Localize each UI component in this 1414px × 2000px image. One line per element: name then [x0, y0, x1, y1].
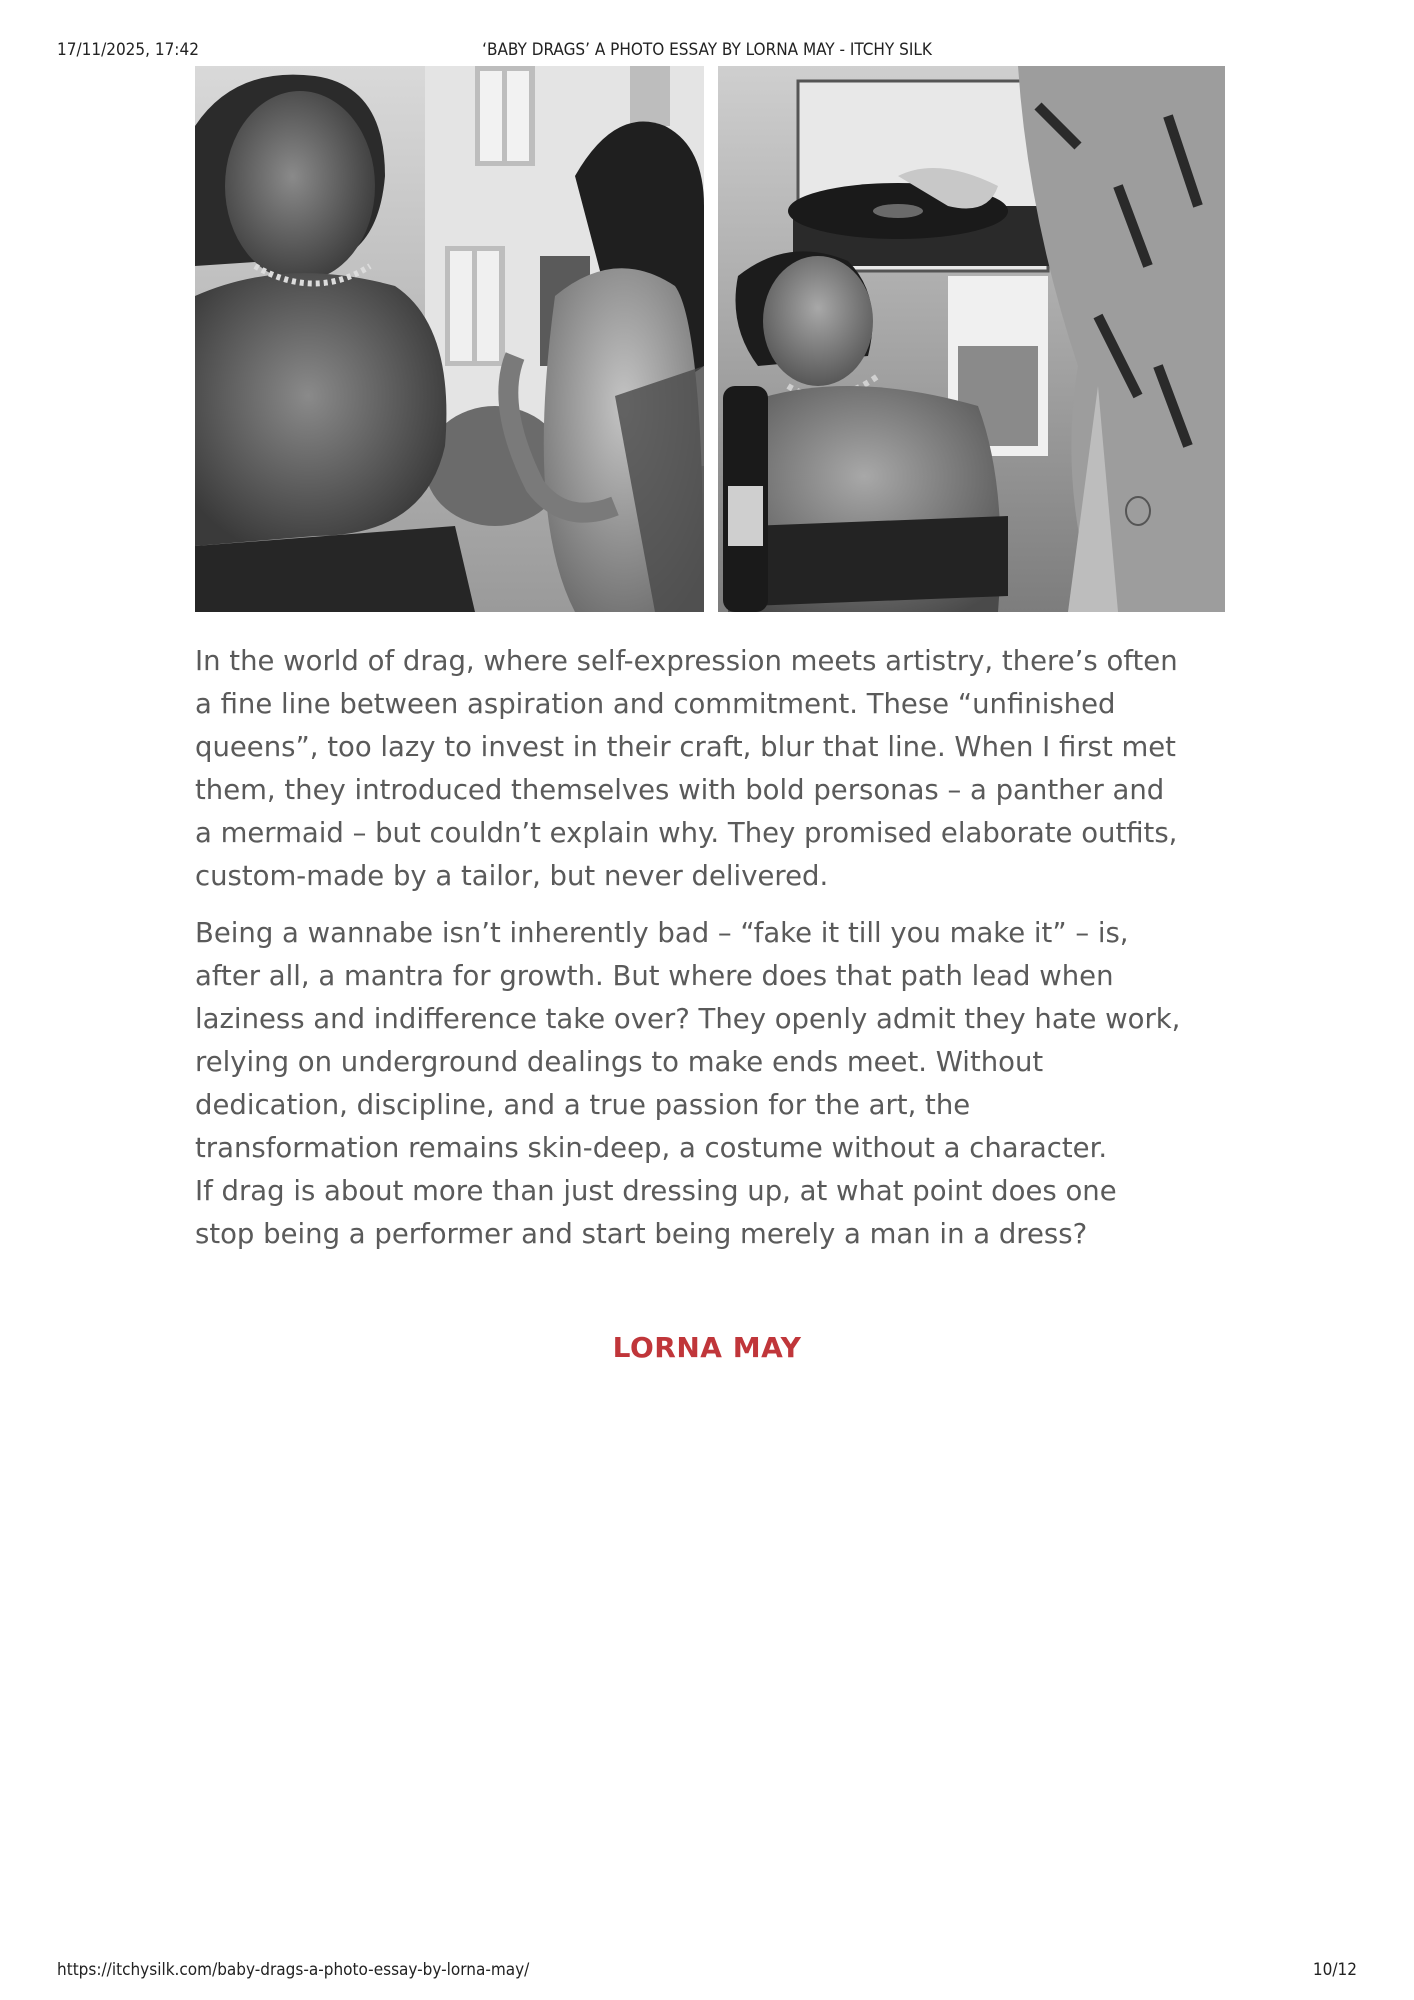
paragraph-line: custom-made by a tailor, but never delivered.: [195, 860, 829, 892]
paragraph-line: transformation remains skin-deep, a costume without a character.: [195, 1132, 1108, 1164]
article-paragraph-1: [195, 640, 1230, 898]
paragraph-line: after all, a mantra for growth. But where does that path lead when: [195, 960, 1114, 992]
paragraph-line: queens”, too lazy to invest in their craft, blur that line. When I first met: [195, 731, 1176, 763]
article-paragraph-2: [195, 912, 1230, 1256]
paragraph-line: stop being a performer and start being merely a man in a dress?: [195, 1218, 1088, 1250]
paragraph-line: relying on underground dealings to make ends meet. Without: [195, 1046, 1044, 1078]
paragraph-line: a fine line between aspiration and commitment. These “unfinished: [195, 688, 1116, 720]
print-page-number: 10/12: [1312, 1960, 1357, 1980]
paragraph-line: If drag is about more than just dressing up, at what point does one: [195, 1175, 1117, 1207]
photo-pair: [195, 66, 1225, 612]
paragraph-line: dedication, discipline, and a true passion for the art, the: [195, 1089, 971, 1121]
photo-left-image: [195, 66, 704, 612]
article-body: [195, 640, 1230, 1270]
photo-left: [195, 66, 704, 612]
paragraph-line: Being a wannabe isn’t inherently bad – “fake it till you make it” – is,: [195, 917, 1129, 949]
print-footer: [57, 1960, 1357, 1984]
paragraph-line: them, they introduced themselves with bold personas – a panther and: [195, 774, 1165, 806]
print-page-title: ‘BABY DRAGS’ A PHOTO ESSAY BY LORNA MAY - ITCHY SILK: [482, 40, 932, 60]
print-url: https://itchysilk.com/baby-drags-a-photo-essay-by-lorna-may/: [57, 1960, 530, 1980]
author-byline[interactable]: LORNA MAY: [612, 1331, 802, 1364]
paragraph-line: In the world of drag, where self-expression meets artistry, there’s often: [195, 645, 1178, 677]
photo-right: [718, 66, 1225, 612]
print-header: [57, 40, 1357, 64]
paragraph-line: a mermaid – but couldn’t explain why. They promised elaborate outfits,: [195, 817, 1178, 849]
print-datetime: 17/11/2025, 17:42: [57, 40, 199, 60]
paragraph-line: laziness and indifference take over? They openly admit they hate work,: [195, 1003, 1181, 1035]
photo-right-image: [718, 66, 1225, 612]
